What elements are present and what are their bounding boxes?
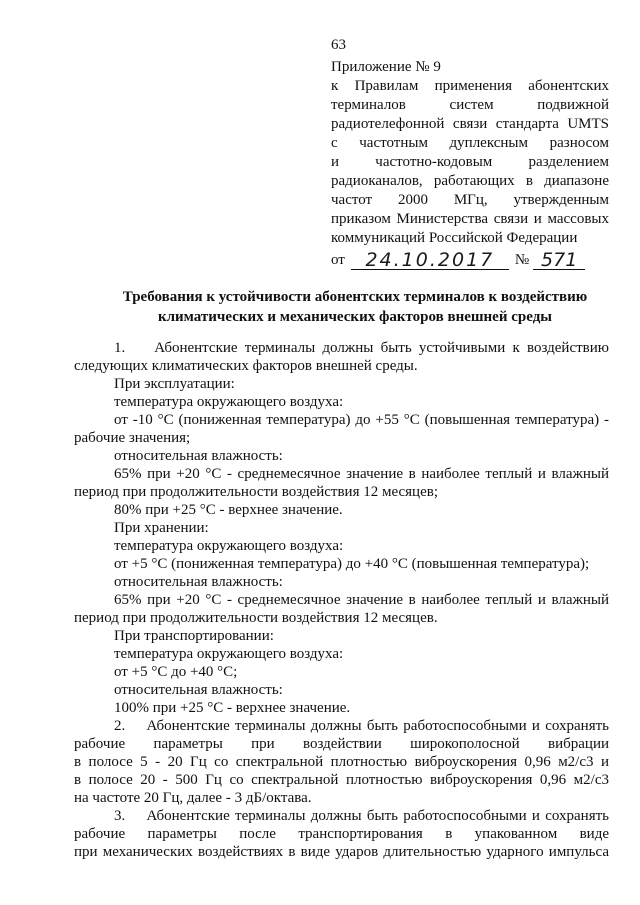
appendix-word: подвижной: [537, 97, 609, 113]
paragraph-2-line-4: в полосе 20 - 500 Гц со спектральной плотностью виброускорения 0,96 м2/с3: [74, 772, 609, 788]
handwritten-order-number: 571: [533, 251, 585, 270]
appendix-word: дуплексным: [449, 135, 529, 151]
appendix-block: [331, 58, 609, 270]
transport-heading: При транспортировании:: [114, 628, 274, 644]
air-temperature-label-1: температура окружающего воздуха:: [114, 394, 344, 410]
paragraph-1-line-2: следующих климатических факторов внешней среды.: [74, 358, 418, 374]
appendix-line: приказом Министерства связи и массовых: [331, 211, 609, 227]
storage-humidity-65-line-1: 65% при +20 °С - среднемесячное значение в наиболее теплый и влажный: [114, 592, 609, 608]
appendix-word: систем: [449, 97, 494, 113]
document-heading: [70, 287, 640, 327]
document-body: [74, 339, 609, 861]
paragraph-1-line-1: 1. Абонентские терминалы должны быть устойчивыми к воздействию: [114, 340, 609, 356]
paragraph-3-line-1: 3. Абонентские терминалы должны быть работоспособными и сохранять: [114, 808, 609, 824]
operation-temp-range-line-2: рабочие значения;: [74, 430, 191, 446]
appendix-word: частотно-кодовым: [375, 154, 493, 170]
appendix-word: 2000: [397, 192, 428, 208]
humidity-label-1: относительная влажность:: [114, 448, 283, 464]
appendix-line: радиоканалов, работающих в диапазоне: [331, 173, 609, 189]
paragraph-2-line-5: на частоте 20 Гц, далее - 3 дБ/октава.: [74, 790, 312, 806]
order-date-line: [331, 248, 609, 270]
appendix-line: [331, 191, 609, 210]
appendix-word: разносом: [549, 135, 609, 151]
appendix-word: утвержденным: [513, 192, 609, 208]
appendix-word: частотным: [359, 135, 428, 151]
heading-line-1: Требования к устойчивости абонентских терминалов к воздействию: [122, 289, 588, 305]
appendix-line: [331, 77, 609, 96]
appendix-word: МГц,: [453, 192, 488, 208]
paragraph-2-line-1: 2. Абонентские терминалы должны быть работоспособными и сохранять: [114, 718, 609, 734]
appendix-text: [331, 77, 609, 248]
operation-humidity-65-line-1: 65% при +20 °С - среднемесячное значение в наиболее теплый и влажный: [114, 466, 609, 482]
page-number: 63: [331, 37, 346, 53]
paragraph-2-line-3: в полосе 5 - 20 Гц со спектральной плотностью виброускорения 0,96 м2/с3 и: [74, 754, 609, 770]
humidity-label-2: относительная влажность:: [114, 574, 283, 590]
appendix-word: Правилам: [354, 78, 419, 94]
appendix-word: терминалов: [331, 97, 406, 113]
appendix-word: и: [331, 154, 340, 170]
transport-temp-range: от +5 °С до +40 °С;: [114, 664, 238, 680]
handwritten-date: 24.10.2017: [351, 251, 509, 270]
heading-line-2: климатических и механических факторов внешней среды: [157, 309, 552, 325]
air-temperature-label-3: температура окружающего воздуха:: [114, 646, 344, 662]
paragraph-2-line-2: рабочие параметры при воздействии широкополосной вибрации: [74, 736, 609, 752]
date-prefix: от: [331, 252, 345, 268]
appendix-word: применения: [434, 78, 512, 94]
appendix-line: радиотелефонной связи стандарта UMTS: [331, 116, 609, 132]
operation-heading: При эксплуатации:: [114, 376, 235, 392]
number-prefix: №: [514, 252, 530, 268]
appendix-word: с: [331, 135, 338, 151]
appendix-word: разделением: [528, 154, 609, 170]
appendix-word: абонентских: [528, 78, 609, 94]
transport-humidity-100: 100% при +25 °С - верхнее значение.: [114, 700, 351, 716]
appendix-line: [331, 153, 609, 172]
paragraph-3-line-2: рабочие параметры после транспортирования в упакованном виде: [74, 826, 609, 842]
operation-temp-range-line-1: от -10 °С (пониженная температура) до +55 °С (повышенная температура) -: [114, 412, 609, 428]
operation-humidity-80: 80% при +25 °С - верхнее значение.: [114, 502, 343, 518]
appendix-title: Приложение № 9: [331, 59, 441, 75]
air-temperature-label-2: температура окружающего воздуха:: [114, 538, 344, 554]
humidity-label-3: относительная влажность:: [114, 682, 283, 698]
storage-temp-range: от +5 °С (пониженная температура) до +40 °С (повышенная температура);: [114, 556, 590, 572]
storage-heading: При хранении:: [114, 520, 209, 536]
appendix-word: к: [331, 78, 339, 94]
operation-humidity-65-line-2: период при продолжительности воздействия 12 месяцев;: [74, 484, 438, 500]
appendix-word: частот: [331, 192, 373, 208]
appendix-line: [331, 134, 609, 153]
paragraph-3-line-3: при механических воздействиях в виде ударов длительностью ударного импульса: [74, 844, 609, 860]
storage-humidity-65-line-2: период при продолжительности воздействия 12 месяцев.: [74, 610, 438, 626]
appendix-line: коммуникаций Российской Федерации: [331, 230, 578, 246]
appendix-line: [331, 96, 609, 115]
